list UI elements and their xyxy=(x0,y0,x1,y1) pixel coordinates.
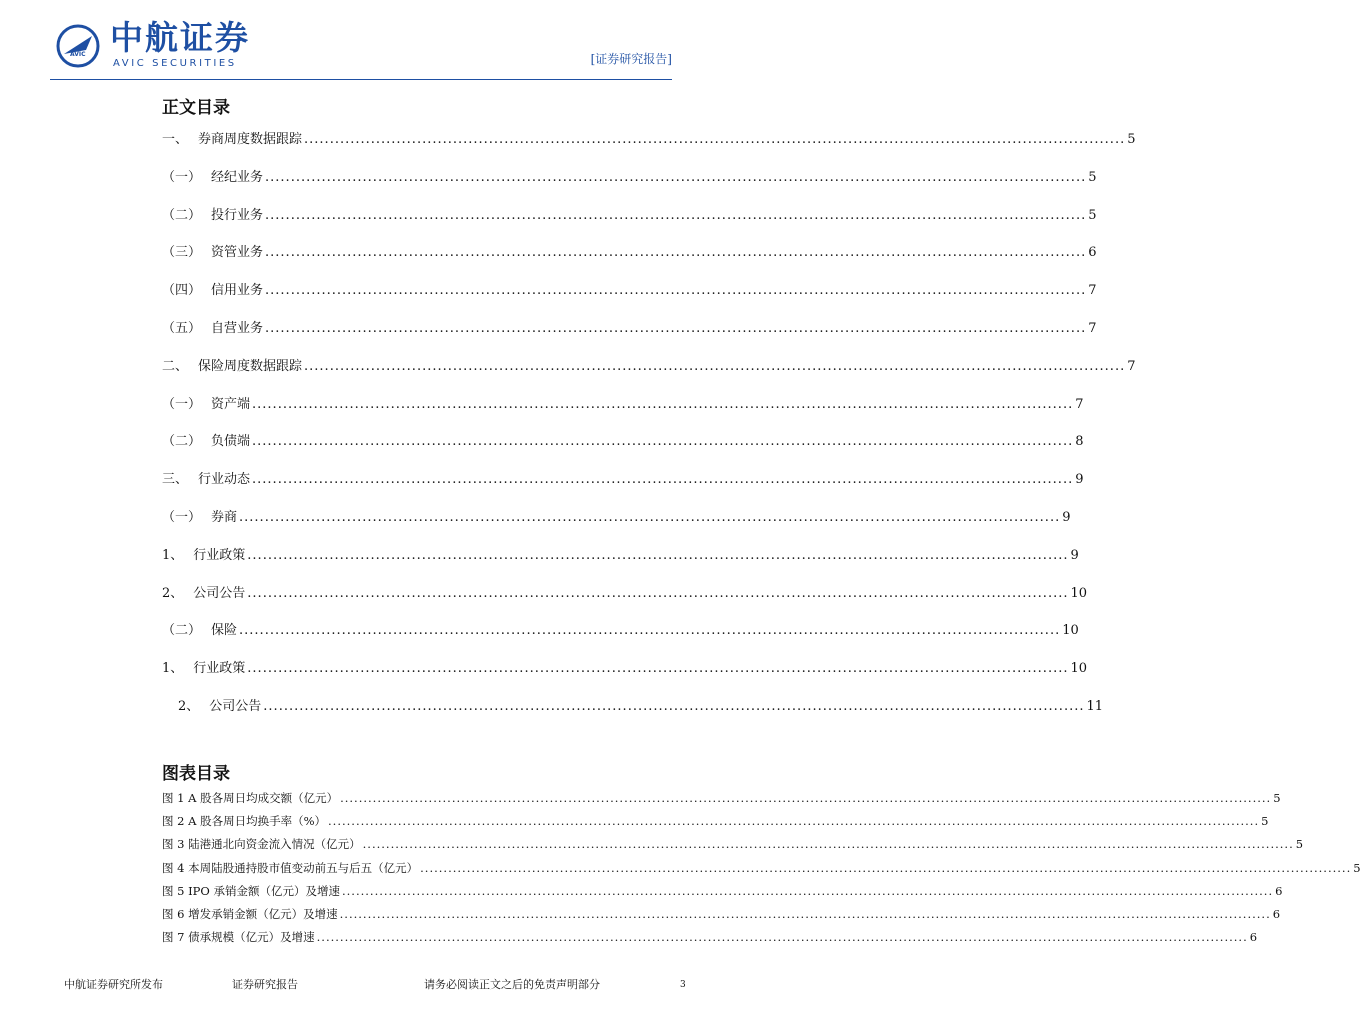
toc-entry-title: 公司公告 xyxy=(209,699,262,714)
toc-entry[interactable] xyxy=(162,319,1097,339)
figure-entry-page: 5 xyxy=(1261,814,1269,828)
toc-dot-leader: ................................................................................................................................................................ xyxy=(247,661,1069,676)
logo-english-name: AVIC SECURITIES xyxy=(113,58,237,69)
toc-entry-title: 公司公告 xyxy=(193,586,246,601)
figure-entry-page: 6 xyxy=(1275,884,1283,898)
figure-entry-title: 图 1 A 股各周日均成交额（亿元） xyxy=(162,791,339,805)
toc-entry[interactable] xyxy=(162,168,1097,188)
page-number: 3 xyxy=(680,980,686,990)
toc-entry-title: 资管业务 xyxy=(211,245,264,260)
header-divider xyxy=(50,79,672,80)
toc-entry-title: 经纪业务 xyxy=(211,170,264,185)
toc-dot-leader: ................................................................................................................................................................ xyxy=(304,359,1126,374)
toc-dot-leader: ................................................................................................................................................................ xyxy=(252,434,1074,449)
footer-doc-type: 证券研究报告 xyxy=(232,978,298,991)
figure-entry-title: 图 7 债承规模（亿元）及增速 xyxy=(162,930,315,944)
toc-dot-leader: ................................................................................................................................................................ xyxy=(247,548,1069,563)
page-header xyxy=(0,0,724,82)
toc-entry[interactable] xyxy=(162,546,1079,566)
toc-entry-page: 7 xyxy=(1088,321,1097,336)
toc-entry-number: 一、 xyxy=(162,132,189,147)
toc-entry-number: （二） xyxy=(162,434,202,449)
figure-entry-page: 5 xyxy=(1273,791,1281,805)
toc-entry-title: 券商周度数据跟踪 xyxy=(198,132,303,147)
toc-entry-title: 资产端 xyxy=(211,397,251,412)
toc-entry-title: 信用业务 xyxy=(211,283,264,298)
toc-entry-number: （二） xyxy=(162,208,202,223)
toc-entry-number: 2、 xyxy=(162,586,184,601)
figure-entry-page: 6 xyxy=(1249,930,1258,944)
figure-dot-leader: ........................................................................................................................................................................................................ xyxy=(420,861,1352,875)
figure-entry[interactable] xyxy=(162,859,1361,877)
toc-dot-leader: ................................................................................................................................................................ xyxy=(265,321,1087,336)
toc-dot-leader: ................................................................................................................................................................ xyxy=(239,510,1061,525)
toc-entry-page: 9 xyxy=(1075,472,1084,487)
toc-entry[interactable] xyxy=(162,432,1084,452)
footer-publisher: 中航证券研究所发布 xyxy=(64,978,163,991)
toc-dot-leader: ................................................................................................................................................................ xyxy=(263,699,1085,714)
figure-entry-page: 6 xyxy=(1272,907,1281,921)
toc-dot-leader: ................................................................................................................................................................ xyxy=(265,208,1087,223)
figure-entry-title: 图 5 IPO 承销金额（亿元）及增速 xyxy=(162,884,340,898)
avic-logo-icon xyxy=(56,24,100,68)
toc-entry-title: 行业动态 xyxy=(198,472,251,487)
figure-entry-title: 图 4 本周陆股通持股市值变动前五与后五（亿元） xyxy=(162,861,419,875)
toc-entry-title: 行业政策 xyxy=(193,548,246,563)
toc-entry-page: 10 xyxy=(1070,586,1088,601)
figure-entry-title: 图 3 陆港通北向资金流入情况（亿元） xyxy=(162,837,361,851)
toc-entry[interactable] xyxy=(162,130,1136,150)
toc-entry-page: 5 xyxy=(1088,208,1097,223)
toc-entry[interactable] xyxy=(162,584,1088,604)
toc-entry-title: 保险 xyxy=(211,623,238,638)
figure-entry[interactable] xyxy=(162,835,1304,853)
toc-entry-page: 7 xyxy=(1127,359,1136,374)
figure-entry[interactable] xyxy=(162,882,1283,900)
toc-entry-title: 行业政策 xyxy=(193,661,246,676)
toc-entry[interactable] xyxy=(162,659,1088,679)
toc-title: 正文目录 xyxy=(162,98,230,118)
figure-entry-page: 5 xyxy=(1295,837,1304,851)
toc-entry-number: （一） xyxy=(162,397,202,412)
toc-dot-leader: ................................................................................................................................................................ xyxy=(252,472,1074,487)
logo-chinese-name: 中航证券 xyxy=(110,18,250,57)
toc-dot-leader: ................................................................................................................................................................ xyxy=(265,170,1087,185)
toc-entry-page: 6 xyxy=(1088,245,1097,260)
toc-entry-title: 负债端 xyxy=(211,434,251,449)
toc-dot-leader: ................................................................................................................................................................ xyxy=(247,586,1069,601)
toc-entry[interactable] xyxy=(162,243,1097,263)
toc-entry-page: 10 xyxy=(1070,661,1088,676)
toc-entry-number: 1、 xyxy=(162,548,184,563)
toc-entry-number: （五） xyxy=(162,321,202,336)
toc-entry-page: 9 xyxy=(1062,510,1071,525)
toc-entry-number: 三、 xyxy=(162,472,189,487)
figure-entry[interactable] xyxy=(162,812,1269,830)
toc-entry-title: 投行业务 xyxy=(211,208,264,223)
toc-entry-page: 10 xyxy=(1062,623,1079,638)
figure-entry[interactable] xyxy=(162,905,1281,923)
footer-disclaimer: 请务必阅读正文之后的免责声明部分 xyxy=(424,978,600,991)
toc-entry-page: 7 xyxy=(1075,397,1084,412)
toc-dot-leader: ................................................................................................................................................................ xyxy=(265,283,1087,298)
toc-entry-number: 2、 xyxy=(178,699,200,714)
toc-entry-page: 9 xyxy=(1070,548,1079,563)
toc-entry-title: 保险周度数据跟踪 xyxy=(198,359,303,374)
figure-dot-leader: ........................................................................................................................................................................................................ xyxy=(340,791,1272,805)
toc-entry-page: 5 xyxy=(1088,170,1097,185)
figure-entry-title: 图 6 增发承销金额（亿元）及增速 xyxy=(162,907,338,921)
figure-list-title: 图表目录 xyxy=(162,764,230,784)
figure-dot-leader: ........................................................................................................................................................................................................ xyxy=(328,814,1260,828)
toc-entry-number: （四） xyxy=(162,283,202,298)
toc-entry[interactable] xyxy=(178,697,1104,717)
toc-dot-leader: ................................................................................................................................................................ xyxy=(252,397,1074,412)
toc-entry-page: 8 xyxy=(1075,434,1084,449)
toc-entry[interactable] xyxy=(162,206,1097,226)
toc-dot-leader: ................................................................................................................................................................ xyxy=(239,623,1061,638)
figure-dot-leader: ........................................................................................................................................................................................................ xyxy=(342,884,1274,898)
toc-entry[interactable] xyxy=(162,281,1097,301)
figure-entry-title: 图 2 A 股各周日均换手率（%） xyxy=(162,814,327,828)
toc-entry[interactable] xyxy=(162,395,1084,415)
toc-entry-title: 自营业务 xyxy=(211,321,264,336)
toc-entry-number: （一） xyxy=(162,510,202,525)
figure-dot-leader: ........................................................................................................................................................................................................ xyxy=(339,907,1271,921)
toc-entry[interactable] xyxy=(162,470,1084,490)
figure-dot-leader: ........................................................................................................................................................................................................ xyxy=(362,837,1294,851)
toc-entry-page: 11 xyxy=(1086,699,1104,714)
toc-entry-page: 5 xyxy=(1127,132,1136,147)
toc-entry-number: 1、 xyxy=(162,661,184,676)
toc-entry-page: 7 xyxy=(1088,283,1097,298)
toc-dot-leader: ................................................................................................................................................................ xyxy=(265,245,1087,260)
toc-entry-number: （三） xyxy=(162,245,202,260)
toc-entry[interactable] xyxy=(162,357,1136,377)
toc-dot-leader: ................................................................................................................................................................ xyxy=(304,132,1126,147)
toc-entry-number: （一） xyxy=(162,170,202,185)
report-type-tag: [证券研究报告] xyxy=(590,52,672,66)
toc-entry[interactable] xyxy=(162,621,1079,641)
figure-dot-leader: ........................................................................................................................................................................................................ xyxy=(316,930,1248,944)
toc-entry[interactable] xyxy=(162,508,1071,528)
figure-entry[interactable] xyxy=(162,789,1281,807)
toc-entry-title: 券商 xyxy=(211,510,238,525)
page-footer xyxy=(0,968,724,1008)
figure-entry-page: 5 xyxy=(1353,861,1361,875)
toc-entry-number: （二） xyxy=(162,623,202,638)
logo-badge-text: AVIC xyxy=(70,51,86,58)
toc-entry-number: 二、 xyxy=(162,359,189,374)
figure-entry[interactable] xyxy=(162,928,1258,946)
